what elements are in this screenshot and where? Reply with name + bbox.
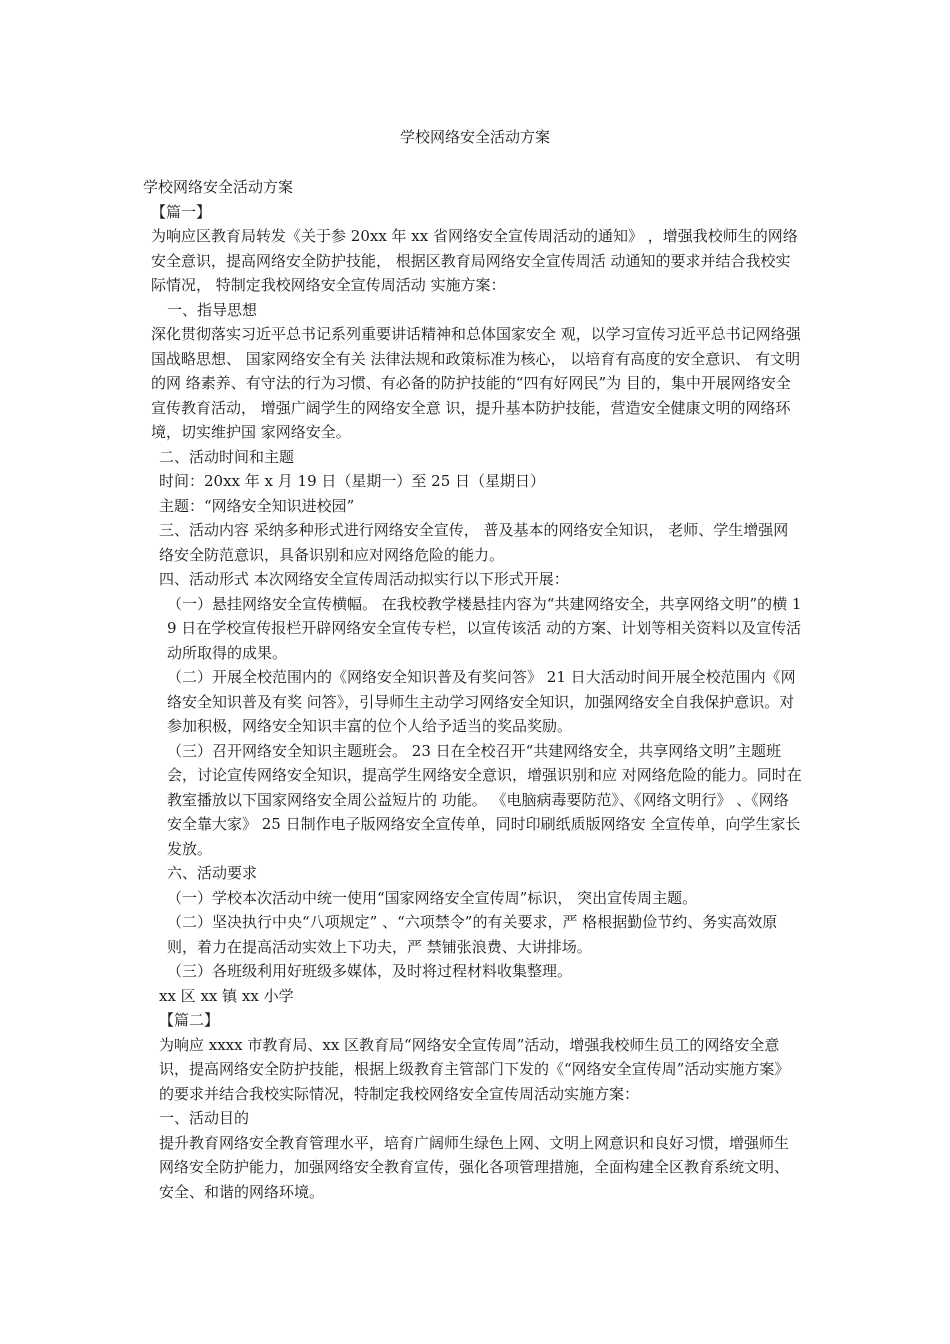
paragraph: 深化贯彻落实习近平总书记系列重要讲话精神和总体国家安全 观，以学习宣传习近平总书记网络强国战略思想、 国家网络安全有关 法律法规和政策标准为核心， 以培育有高度的安全意识、 有文明的网 络素养、有守法的行为习惯、有必备的防护技能的“四有好网民”为 目的，集中开展网络安全宣传教育活动， 增强广阔学生的网络安全意 识，提升基本防护技能，营造安全健康文明的网络环境，切实维护国 家网络安全。 bbox=[151, 325, 801, 441]
paragraph: （一）悬挂网络安全宣传横幅。 在我校教学楼悬挂内容为“共建网络安全，共享网络文明”的横 19 日在学校宣传报栏开辟网络安全宣传专栏，以宣传该活 动的方案、计划等相关资料以及宣传活动所取得的成果。 bbox=[167, 594, 802, 662]
paragraph: （三）各班级利用好班级多媒体，及时将过程材料收集整理。 bbox=[167, 962, 573, 980]
section-heading: 二、活动时间和主题 bbox=[159, 447, 295, 466]
paragraph: 为响应区教育局转发《关于参 20xx 年 xx 省网络安全宣传周活动的通知》 ，增强我校师生的网络 安全意识，提高网络安全防护技能， 根据区教育局网络安全宣传周活 动通知的要求并结合我校实际情况， 特制定我校网络安全宣传周活动 实施方案： bbox=[151, 227, 798, 294]
section-heading: 一、活动目的 bbox=[159, 1109, 250, 1127]
paragraph: 提升教育网络安全教育管理水平，培育广阔师生绿色上网、文明上网意识和良好习惯，增强师生网络安全防护能力，加强网络安全教育宣传，强化各项管理措施，全面构建全区教育系统文明、安全、和谐的网络环境。 bbox=[159, 1133, 790, 1201]
paragraph: （一）学校本次活动中统一使用“国家网络安全宣传周”标识， 突出宣传周主题。 bbox=[167, 888, 698, 907]
paragraph: 三、活动内容 采纳多种形式进行网络安全宣传， 普及基本的网络安全知识， 老师、学生增强网络安全防范意识，具备识别和应对网络危险的能力。 bbox=[159, 521, 789, 564]
paragraph: （二）开展全校范围内的《网络安全知识普及有奖问答》 21 日大活动时间开展全校范围内《网络安全知识普及有奖 问答》，引导师生主动学习网络安全知识，加强网络安全自我保护意识。对参加积极，网络安全知识丰富的位个人给予适当的奖品奖励。 bbox=[167, 668, 796, 735]
paragraph: 主题：“网络安全知识进校园” bbox=[159, 496, 355, 515]
paragraph: 为响应 xxxx 市教育局、xx 区教育局“网络安全宣传周”活动，增强我校师生员工的网络安全意识，提高网络安全防护技能，根据上级教育主管部门下发的《“网络安全宣传周”活动实施方案》的要求并结合我校实际情况，特制定我校网络安全宣传周活动实施方案： bbox=[159, 1035, 790, 1103]
section-heading: 一、指导思想 bbox=[167, 300, 258, 319]
paragraph: 四、活动形式 本次网络安全宣传周活动拟实行以下形式开展： bbox=[159, 570, 569, 588]
subtitle: 学校网络安全活动方案 bbox=[143, 178, 294, 196]
section-marker-2: 【篇二】 bbox=[159, 1011, 220, 1029]
document-title: 学校网络安全活动方案 bbox=[399, 128, 550, 146]
paragraph: （三）召开网络安全知识主题班会。 23 日在全校召开“共建网络安全，共享网络文明”主题班 会，讨论宣传网络安全知识，提高学生网络安全意识，增强识别和应 对网络危险的能力。同时在教室播放以下国家网络安全周公益短片的 功能。 《电脑病毒要防范》、《网络文明行》 、《网络安全靠大家》 25 日制作电子版网络安全宣传单，同时印刷纸质版网络安 全宣传单，向学生家长发放。 bbox=[167, 741, 802, 858]
paragraph: 时间：20xx 年 x 月 19 日（星期一）至 25 日（星期日） bbox=[159, 472, 546, 490]
signature: xx 区 xx 镇 xx 小学 bbox=[159, 986, 294, 1005]
paragraph: （二）坚决执行中央“八项规定” 、“六项禁令”的有关要求，严 格根据勤俭节约、务实高效原则，着力在提高活动实效上下功夫，严 禁铺张浪费、大讲排场。 bbox=[167, 913, 778, 956]
section-heading: 六、活动要求 bbox=[167, 864, 258, 882]
section-marker-1: 【篇一】 bbox=[151, 202, 212, 221]
document-body bbox=[143, 175, 803, 1204]
